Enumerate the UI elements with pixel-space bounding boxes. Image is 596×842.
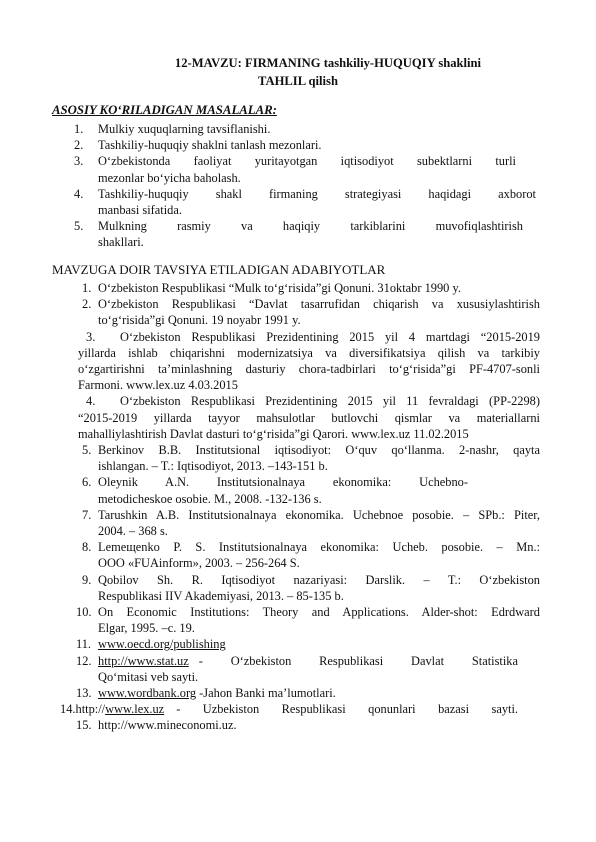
list-item [78,474,540,506]
list-item [78,636,540,652]
list-item-text [98,653,518,669]
link-description: -Jahon Banki ma’lumotlari. [196,686,336,701]
list-item-text: to‘g‘risida”gi Qonuni. 19 noyabr 1991 y. [98,313,301,328]
list-item-text: Mulkning rasmiy va haqiqiy tarkiblarini muvofiqlashtirish [98,219,523,234]
link-prefix: http:// [75,702,106,717]
list-item [78,507,540,539]
list-number: 2. [82,297,92,312]
list-number: 1. [74,122,84,136]
list-item-text: Elgar, 1995. –c. 19. [98,621,195,636]
list-item [74,153,536,185]
list-number: 15. [76,718,92,733]
list-item-text: ishlangan. – T.: Iqtisodiyot, 2013. –143-151 b. [98,459,328,474]
list-item [78,685,540,701]
list-number: 4. [74,186,84,201]
list-item-text: Mulkiy xuquqlarning tavsiflanishi. [98,122,271,136]
list-item [78,539,540,571]
list-number: 12. [76,653,92,668]
list-item-text: O‘zbekiston Respublikasi “Mulk to‘g‘risida”gi Qonuni. 31oktabr 1990 y. [98,281,461,295]
lex-link[interactable]: www.lex.uz [105,702,165,717]
list-number: 1. [82,281,92,295]
list-number: 2. [74,138,84,153]
list-number: 5. [82,443,92,458]
list-item-text: Qobilov Sh. R. Iqtisodiyot nazariyasi: Darslik. – T.: O‘zbekiston [98,572,540,587]
list-item-text: mezonlar bo‘yicha baholash. [98,170,241,185]
list-number: 13. [76,686,92,701]
list-item-text: mahalliylashtirish Davlat dasturi to‘g‘risida”gi Qarori. www.lex.uz 11.02.2015 [78,426,469,441]
list-item [74,218,536,250]
list-item-text: 3. O‘zbekiston Respublikasi Prezidentining 2015 yil 4 martdagi “2015-2019 [86,329,540,344]
list-item-text: Respublikasi IIV Akademiyasi, 2013. – 85-135 b. [98,588,344,603]
list-item [78,572,540,604]
list-item [78,717,540,733]
list-number: 9. [82,572,92,587]
list-item-text: O‘zbekiston Respublikasi “Davlat tasarrufidan chiqarish va xususiylashtirish [98,297,540,312]
list-item [78,329,540,394]
oecd-link[interactable]: www.oecd.org/publishing [98,637,226,652]
list-item-text: “2015-2019 yillarda tayyor mahsulotlar butlovchi qismlar va materiallarni [78,410,540,425]
link-description: - Uzbekiston Respublikasi qonunlari bazasi sayti. [176,702,518,717]
list-number: 14. [60,702,76,717]
list-item-text: Farmoni. www.lex.uz 4.03.2015 [78,378,238,393]
list-item-text: On Economic Institutions: Theory and Applications. Alder-shot: Edrdward [98,605,540,620]
list-number: 10. [76,605,92,620]
list-item [78,296,540,328]
list-item-text: Tashkiliy-huquqiy shaklni tanlash mezonlari. [98,138,322,153]
list-item-text: Tashkiliy-huquqiy shakl firmaning strategiyasi haqidagi axborot [98,186,536,201]
list-item-text: Berkinov B.B. Institutsional iqtisodiyot: O‘quv qo‘llanma. 2-nashr, qayta [98,443,540,458]
list-item-text: 2004. – 368 s. [98,524,168,539]
list-item-text: o‘zgartirishni ta’minlashning dasturiy chora-tadbirlari to‘g‘risida”gi PF-4707-sonli [78,362,540,377]
list-item-text: Lemeщenko P. S. Institutsionalnaya ekonomika: Ucheb. posobie. – Mn.: [98,540,540,555]
main-issues-heading: ASOSIY KO‘RILADIGAN MASALALAR: [52,103,277,117]
list-number: 8. [82,540,92,555]
references-heading: MAVZUGA DOIR TAVSIYA ETILADIGAN ADABIYOTLAR [52,262,386,277]
list-number: 6. [82,475,92,490]
worldbank-link[interactable]: www.wordbank.org [98,686,197,701]
list-item-text: http://www.mineconomi.uz. [98,718,237,733]
list-item-text: metodicheskoe osobie. M., 2008. -132-136 s. [98,491,322,506]
list-item [60,701,518,717]
list-item-text: OOO «FUAinform», 2003. – 256-264 S. [98,556,300,571]
list-item [78,653,540,685]
list-item-text: yillarda ishlab chiqarishni modernizatsiya va diversifikatsiya qilish va tarkibiy [78,345,540,360]
stat-link[interactable]: http://www.stat.uz [98,653,189,668]
list-item-text: manbasi sifatida. [98,203,182,218]
list-number: 3. [86,329,96,344]
list-item-text: Tarushkin A.B. Institutsionalnaya ekonomika. Uchebnoe posobie. – SPb.: Piter, [98,507,540,522]
references-list [60,280,540,734]
list-item [78,604,540,636]
list-item [74,137,536,153]
link-description: - O‘zbekiston Respublikasi Davlat Statistika [198,653,518,668]
list-number: 7. [82,507,92,522]
list-number: 11. [76,637,92,652]
main-issues-list [74,121,536,251]
list-item [78,442,540,474]
page-title-line1: 12-MAVZU: FIRMANING tashkiliy-HUQUQIY shaklini [174,56,482,70]
list-item-text: shakllari. [98,235,144,250]
list-item-text [60,701,518,717]
page-title-line2: TAHLIL qilish [258,74,338,88]
list-item [74,186,536,218]
list-item-text: Qo‘mitasi veb sayti. [98,669,199,684]
list-item [78,393,540,442]
list-number: 4. [86,394,96,409]
list-item-text: 4. O‘zbekiston Respublikasi Prezidentining 2015 yil 11 fevraldagi (PP-2298) [86,394,540,409]
list-item-text: O‘zbekistonda faoliyat yuritayotgan iqtisodiyot subektlarni turli [98,154,516,169]
list-item [74,121,536,137]
list-item-text: Oleynik A.N. Institutsionalnaya ekonomika: Uchebno- [98,475,468,490]
list-item [78,280,540,296]
list-number: 5. [74,219,84,234]
list-number: 3. [74,154,84,169]
